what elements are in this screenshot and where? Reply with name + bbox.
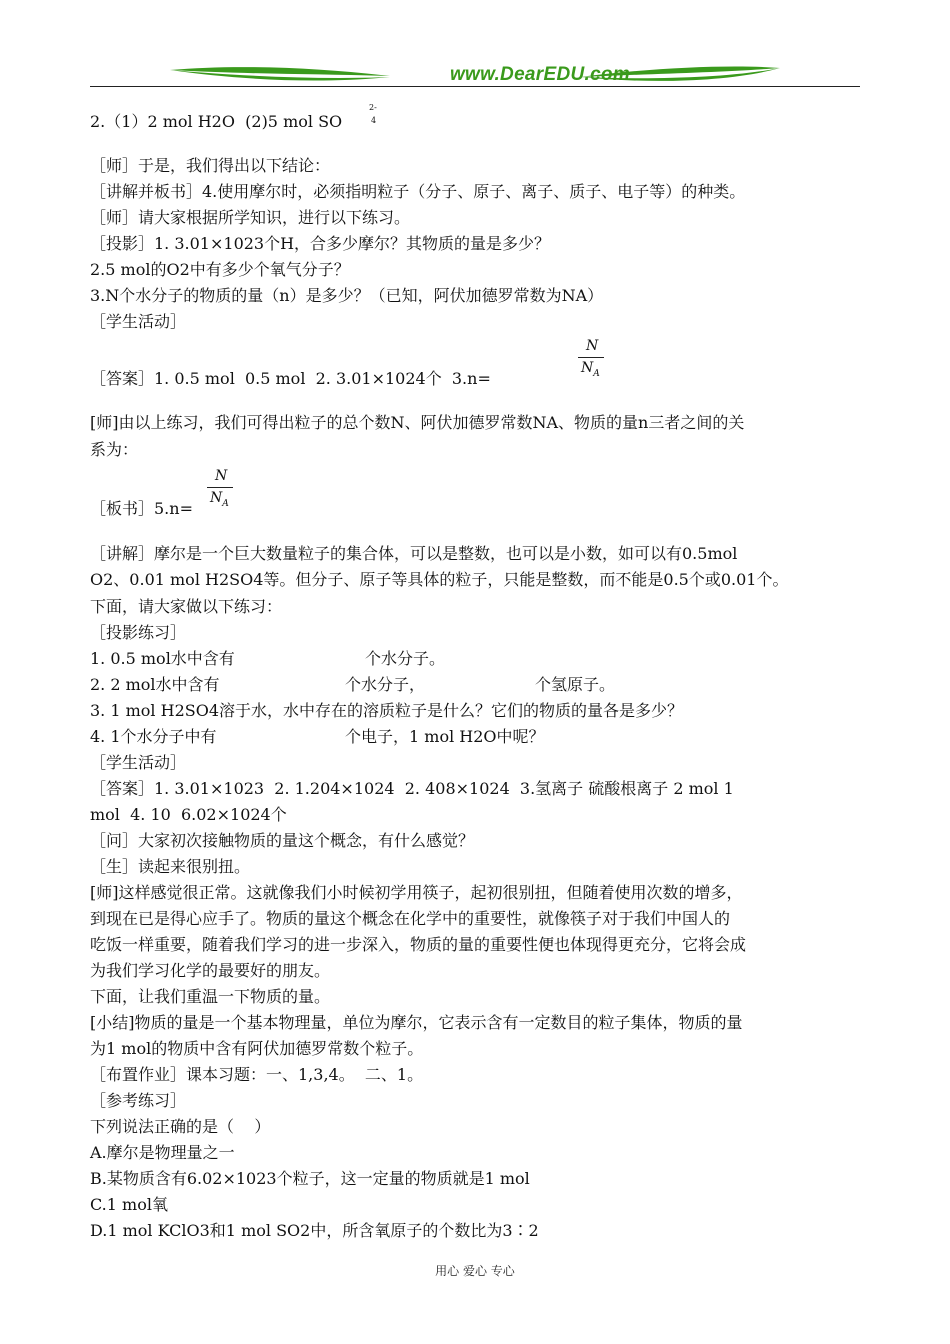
text-line: ［投影］1. 3.01×1023个H，合多少摩尔？其物质的量是多少？: [90, 234, 551, 253]
text-line: 为1 mol的物质中含有阿伏加德罗常数个粒子。: [90, 1039, 424, 1058]
text-line: [师]由以上练习，我们可得出粒子的总个数N、阿伏加德罗常数NA、物质的量n三者之间的关: [90, 413, 745, 432]
text-line: ［答案］1. 3.01×1023 2. 1.204×1024 2. 408×1024 3.氢离子 硫酸根离子 2 mol 1: [90, 779, 734, 798]
text-line: [师]这样感觉很正常。这就像我们小时候初学用筷子，起初很别扭，但随着使用次数的增多，: [90, 883, 743, 902]
text-line: 下列说法正确的是（ ）: [90, 1117, 271, 1136]
text-line: ［师］请大家根据所学知识，进行以下练习。: [90, 208, 411, 227]
text-line: A.摩尔是物理量之一: [90, 1143, 235, 1162]
text-line: ［师］于是，我们得出以下结论：: [90, 156, 331, 175]
text-line: ［布置作业］课本习题：一、1,3,4。 二、1。: [90, 1065, 424, 1084]
text-line: 下面，请大家做以下练习：: [90, 597, 283, 616]
text-line: 2.（1）2 mol H2O (2)5 mol SO: [90, 112, 343, 131]
site-url[interactable]: www.DearEDU.com: [449, 64, 631, 85]
text-line: ［答案］1. 0.5 mol 0.5 mol 2. 3.01×1024个 3.n=: [90, 369, 491, 388]
text-line: ［参考练习］: [90, 1091, 187, 1110]
page-footer: 用心 爱心 专心: [435, 1264, 515, 1278]
header-rule: [90, 86, 860, 87]
text-line: 系为：: [90, 440, 139, 459]
text-line: 为我们学习化学的最要好的朋友。: [90, 961, 331, 980]
text-line: 吃饭一样重要，随着我们学习的进一步深入，物质的量的重要性便也体现得更充分，它将会成: [90, 935, 747, 954]
text-line: C.1 mol氧: [90, 1195, 168, 1214]
text-line: O2、0.01 mol H2SO4等。但分子、原子等具体的粒子，只能是整数，而不能是0.5个或0.01个。: [90, 570, 789, 589]
subscript: 4: [371, 116, 377, 125]
text-line: ［问］大家初次接触物质的量这个概念，有什么感觉？: [90, 831, 475, 850]
fraction-denominator: $N_A$: [210, 490, 229, 509]
text-line: ［学生活动］: [90, 753, 187, 772]
text-line: mol 4. 10 6.02×1024个: [90, 805, 287, 824]
text-line: 个水分子。: [365, 649, 446, 668]
fraction-numerator: N: [215, 468, 228, 484]
text-line: 1. 0.5 mol水中含有: [90, 649, 235, 668]
text-line: ［生］读起来很别扭。: [90, 857, 251, 876]
fraction-bar: [207, 487, 233, 488]
text-line: 4. 1个水分子中有: [90, 727, 217, 746]
text-line: 3. 1 mol H2SO4溶于水，水中存在的溶质粒子是什么？它们的物质的量各是多少？: [90, 701, 684, 720]
text-line: ［讲解并板书］4.使用摩尔时，必须指明粒子（分子、原子、离子、质子、电子等）的种类。: [90, 182, 746, 201]
text-line: 个电子，1 mol H2O中呢？: [345, 727, 545, 746]
fraction-bar: [578, 357, 604, 358]
text-line: 下面，让我们重温一下物质的量。: [90, 987, 331, 1006]
text-line: 3.N个水分子的物质的量（n）是多少？（已知，阿伏加德罗常数为NA）: [90, 286, 604, 305]
fraction-denominator: $N_A$: [581, 360, 600, 379]
text-line: [小结]物质的量是一个基本物理量，单位为摩尔，它表示含有一定数目的粒子集体，物质的量: [90, 1013, 743, 1032]
text-line: ［投影练习］: [90, 623, 187, 642]
text-line: 到现在已是得心应手了。物质的量这个概念在化学中的重要性，就像筷子对于我们中国人的: [90, 909, 731, 928]
text-line: ［板书］5.n=: [90, 499, 193, 518]
superscript: 2-: [369, 103, 377, 112]
text-line: 2. 2 mol水中含有: [90, 675, 220, 694]
text-line: B.某物质含有6.02×1023个粒子，这一定量的物质就是1 mol: [90, 1169, 530, 1188]
text-line: 个水分子，: [345, 675, 426, 694]
fraction-numerator: N: [586, 338, 599, 354]
text-line: ［讲解］摩尔是一个巨大数量粒子的集合体，可以是整数，也可以是小数，如可以有0.5mol: [90, 544, 738, 563]
text-line: ［学生活动］: [90, 312, 187, 331]
text-line: 2.5 mol的O2中有多少个氧气分子？: [90, 260, 350, 279]
text-line: 个氢原子。: [535, 675, 616, 694]
text-line: D.1 mol KClO3和1 mol SO2中，所含氧原子的个数比为3∶2: [90, 1221, 539, 1240]
